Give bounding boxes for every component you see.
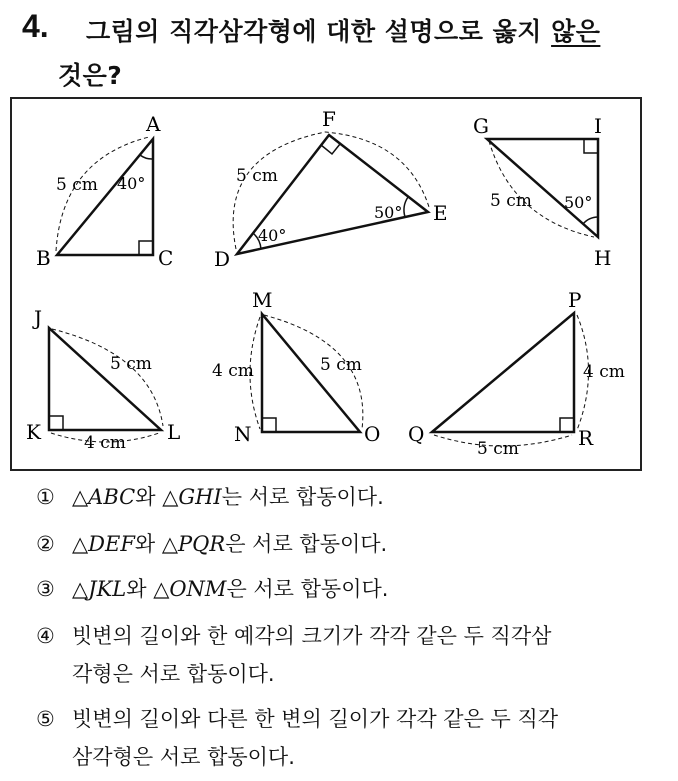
- label-j: J: [34, 306, 43, 330]
- label-b: B: [36, 246, 51, 270]
- label-m: M: [252, 288, 273, 312]
- question-stem-line2: 것은?: [58, 61, 123, 90]
- jkl-leg-length: 4 cm: [84, 433, 126, 453]
- option-number: ②: [36, 532, 55, 556]
- question-stem-text: 그림의 직각삼각형에 대한 설명으로 옳지: [86, 17, 552, 46]
- mno-leg-length: 4 cm: [212, 361, 254, 381]
- option-text: △JKL와 △ONM은 서로 합동이다.: [72, 577, 389, 601]
- def-angle-d: 40°: [258, 226, 287, 245]
- triangle-pqr: [432, 313, 589, 446]
- label-d: D: [214, 247, 231, 271]
- option-number: ③: [36, 577, 55, 601]
- label-h: H: [594, 246, 612, 270]
- label-e: E: [433, 201, 448, 225]
- def-side-length: 5 cm: [236, 166, 278, 186]
- triangle-abc: [56, 137, 153, 255]
- option-text: △DEF와 △PQR은 서로 합동이다.: [72, 532, 388, 556]
- figure-box: [10, 97, 642, 471]
- triangle-ghi: [487, 139, 598, 237]
- mno-hypotenuse-length: 5 cm: [320, 355, 362, 375]
- option-1[interactable]: [36, 478, 638, 516]
- option-5[interactable]: [36, 700, 638, 776]
- label-c: C: [158, 246, 174, 270]
- label-a: A: [146, 112, 161, 136]
- label-o: O: [364, 422, 381, 446]
- abc-angle-a: 40°: [117, 174, 146, 193]
- label-n: N: [234, 422, 252, 446]
- question-stem-line1: [86, 12, 600, 48]
- label-l: L: [167, 420, 181, 444]
- label-g: G: [473, 114, 489, 138]
- label-q: Q: [408, 422, 425, 446]
- option-text: △ABC와 △GHI는 서로 합동이다.: [72, 485, 384, 509]
- option-3[interactable]: [36, 570, 638, 608]
- triangle-figures: [12, 99, 640, 469]
- triangle-jkl: [49, 328, 163, 442]
- pqr-leg-length: 4 cm: [583, 362, 625, 382]
- ghi-hypotenuse-length: 5 cm: [490, 191, 532, 211]
- def-angle-e: 50°: [374, 203, 403, 222]
- option-text: 빗변의 길이와 다른 한 변의 길이가 각각 같은 두 직각 삼각형은 서로 합동이다.: [72, 707, 559, 769]
- option-number: ①: [36, 485, 55, 509]
- option-number: ⑤: [36, 707, 55, 731]
- abc-hypotenuse-length: 5 cm: [56, 175, 98, 195]
- pqr-hypotenuse-length: 5 cm: [477, 439, 519, 459]
- label-k: K: [26, 420, 41, 444]
- ghi-angle-h: 50°: [564, 193, 593, 212]
- label-r: R: [578, 426, 594, 450]
- label-p: P: [568, 288, 582, 312]
- jkl-hypotenuse-length: 5 cm: [110, 354, 152, 374]
- label-f: F: [322, 107, 336, 131]
- option-4[interactable]: [36, 617, 638, 693]
- option-2[interactable]: [36, 525, 638, 563]
- question-number: 4.: [22, 8, 49, 44]
- option-text: 빗변의 길이와 한 예각의 크기가 각각 같은 두 직각삼 각형은 서로 합동이다.: [72, 624, 552, 686]
- question-emphasis: 않은: [551, 17, 601, 46]
- label-i: I: [594, 114, 602, 138]
- option-number: ④: [36, 624, 55, 648]
